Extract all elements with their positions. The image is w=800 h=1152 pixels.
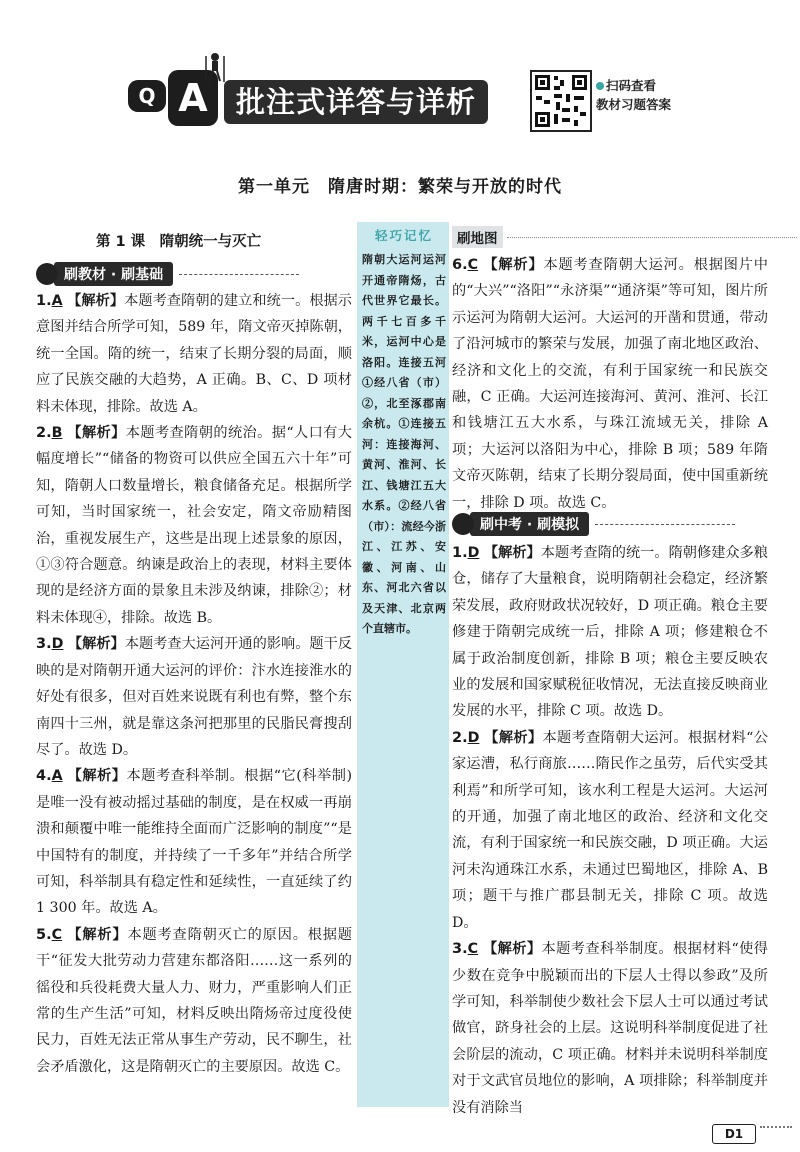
a-badge: A [168, 70, 218, 126]
right-column-bottom [452, 540, 768, 1121]
section-divider [595, 524, 735, 525]
section-label: 刷中考 · 刷模拟 [470, 512, 589, 536]
qr-code-icon[interactable] [530, 70, 592, 132]
section-tag-map [452, 226, 797, 248]
answer-item: 3.D 【解析】本题考查大运河开通的影响。题干反映的是对隋朝开通大运河的评价：汴水连接淮水的好处有很多，但对百姓来说既有利也有弊，整个东南四十三州，就是靠这条河把那里的民脂民膏搜刮尽了。故选 D。 [36, 636, 352, 758]
section-tag-basic [36, 262, 299, 286]
right-column-top [452, 252, 768, 516]
corner-decoration [760, 1126, 792, 1128]
answer-item: 2.B 【解析】本题考查隋朝的统治。据“人口有大幅度增长”“储备的物资可以供应全国五六十年”可知，隋朝人口数量增长，粮食储备充足。根据所学可知，当时国家统一，社会安定，隋文帝励精图治，重视发展生产，这些是出现上述景象的原因，①③符合题意。纳谏是政治上的表现，材料主要体现的是经济方面的景象且未涉及纳谏，排除②；材料未体现④，排除。故选 B。 [36, 425, 352, 626]
answer-item: 1.A 【解析】本题考查隋朝的建立和统一。根据示意图并结合所学可知，589 年，隋文帝灭掉陈朝，统一全国。隋的统一，结束了长期分裂的局面，顺应了民族交融的大趋势，A 正确。B、C、D 项材料未体现，排除。故选 A。 [36, 293, 352, 415]
brush-icon [452, 513, 474, 535]
map-divider [507, 237, 797, 238]
map-section-label: 刷地图 [452, 226, 503, 248]
memory-tip-body: 隋朝大运河运河开通帝隋炀，古代世界它最长。两千七百多千米，运河中心是洛阳。连接五河①经八省（市）②，北至涿郡南余杭。①连接五河：连接海河、黄河、淮河、长江、钱塘江五大水系。②经八省（市）：流经今浙江、江苏、安徽、河南、山东、河北六省以及天津、北京两个直辖市。 [362, 253, 446, 635]
brush-icon [36, 263, 58, 285]
answer-item: 2.D 【解析】本题考查隋朝大运河。根据材料“公家运漕，私行商旅……隋民作之虽劳，后代实受其利焉”和所学可知，该水利工程是大运河。大运河的开通，加强了南北地区的政治、经济和文化交流，有利于国家统一和民族交融，D 项正确。大运河未沟通珠江水系，未通过巴蜀地区，排除 A、B 项；题干与推广郡县制无关，排除 C 项。故选 D。 [452, 729, 768, 931]
scan-line-2: 教材习题答案 [596, 97, 672, 112]
answer-item: 3.C 【解析】本题考查科举制度。根据材料“使得少数在竞争中脱颖而出的下层人士得以参政”及所学可知，科举制使少数社会下层人士可以通过考试做官，跻身社会的上层。这说明科举制度促进了社会阶层的流动，C 项正确。材料并未说明科举制度对于文武官员地位的影响，A 项排除；科举制度并没有消除当 [452, 941, 768, 1116]
banner-title: 批注式详答与详析 [224, 80, 488, 124]
section-divider [179, 274, 299, 275]
climber-illustration-icon [204, 52, 226, 82]
answer-item: 5.C 【解析】本题考查隋朝灭亡的原因。根据题干“征发大批劳动力营建东都洛阳……这一系列的徭役和兵役耗费大量人力、财力，严重影响人们正常的生产生活”可知，材料反映出隋炀帝过度役使民力，百姓无法正常从事生产劳动，民不聊生，社会矛盾激化，这是隋朝灭亡的主要原因。故选 C。 [36, 926, 352, 1075]
scan-instruction [596, 76, 671, 114]
answer-item: 6.C 【解析】本题考查隋朝大运河。根据图片中的“大兴”“洛阳”“永济渠”“通济渠”等可知，图片所示运河为隋朝大运河。大运河的开凿和贯通，带动了沿河城市的繁荣与发展，加强了南北地区政治、经济和文化上的交流，有利于国家统一和民族交融，C 正确。大运河连接海河、黄河、淮河、长江和钱塘江五大水系，与珠江流域无关，排除 A 项；大运河以洛阳为中心，排除 B 项；589 年隋文帝灭陈朝，结束了长期分裂局面，使中国重新统一，排除 D 项。故选 C。 [452, 257, 768, 511]
scan-dot-icon [596, 82, 604, 90]
q-badge: Q [128, 80, 166, 112]
scan-line-1: 扫码查看 [606, 78, 657, 93]
section-label: 刷教材 · 刷基础 [54, 262, 173, 286]
memory-tip-title: 轻巧记忆 [374, 228, 433, 243]
lesson-title: 第 1 课 隋朝统一与灭亡 [96, 234, 262, 250]
left-column [36, 288, 352, 1080]
unit-title: 第一单元 隋唐时期：繁荣与开放的时代 [238, 177, 562, 197]
answer-item: 1.D 【解析】本题考查隋的统一。隋朝修建众多粮仓，储存了大量粮食，说明隋朝社会稳定，经济繁荣发展，政府财政状况较好，D 项正确。粮仓主要修建于隋朝完成统一后，排除 A 项；修建粮仓不属于政治制度创新，排除 B 项；粮仓主要反映农业的发展和国家赋税征收情况，无法直接反映商业发展的水平，排除 C 项。故选 D。 [452, 545, 768, 720]
answer-item: 4.A 【解析】本题考查科举制。根据“它(科举制)是唯一没有被动摇过基础的制度，是在权威一再崩溃和颠覆中唯一能维持全面而广泛影响的制度”“是中国特有的制度，并持续了一千多年”并结合所学可知，科举制具有稳定性和延续性，一直延续了约 1 300 年。故选 A。 [36, 768, 352, 917]
page-number: D1 [712, 1124, 756, 1144]
header-banner [128, 52, 688, 144]
section-tag-exam [452, 512, 735, 536]
